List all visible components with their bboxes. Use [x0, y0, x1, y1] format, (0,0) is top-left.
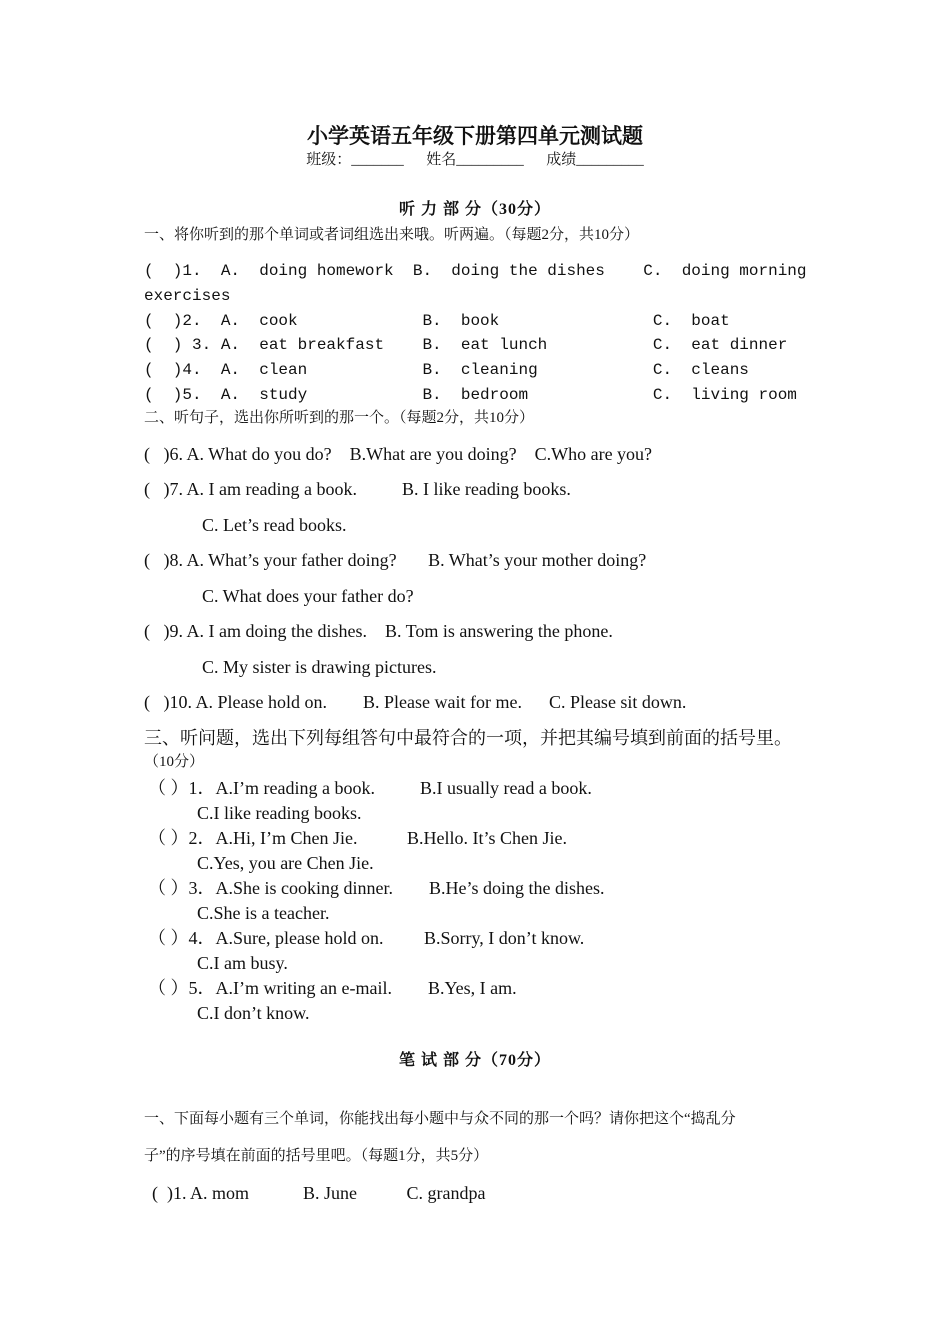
- question-line: ( )10. A. Please hold on. B. Please wait for me. C. Please sit down.: [144, 692, 687, 712]
- question-line: ( )1. A. mom B. June C. grandpa: [152, 1183, 486, 1203]
- question-line: （ ）5．A.I’m writing an e-mail. B.Yes, I am.: [148, 978, 517, 998]
- listening-part3-instruction: 三、听问题，选出下列每组答句中最符合的一项，并把其编号填到前面的括号里。: [144, 728, 792, 748]
- question-line: ( )7. A. I am reading a book. B. I like reading books.: [144, 479, 571, 499]
- question-line: C.I am busy.: [197, 953, 288, 973]
- question-line: C. What does your father do?: [202, 586, 414, 606]
- listening-part2-instruction: 二、听句子，选出你所听到的那一个。（每题2分，共10分）: [144, 410, 535, 426]
- question-line: C.I don’t know.: [197, 1003, 310, 1023]
- question-line: exercises: [144, 287, 231, 305]
- listening-section-header: 听 力 部 分（30分）: [398, 201, 551, 218]
- question-line: C.Yes, you are Chen Jie.: [197, 853, 374, 873]
- question-line: ( )2. A. cook B. book C. boat: [144, 312, 730, 330]
- listening-part3-score: （10分）: [144, 754, 205, 770]
- question-line: （ ）4．A.Sure, please hold on. B.Sorry, I don’t know.: [148, 928, 585, 948]
- question-line: （ ）1．A.I’m reading a book. B.I usually read a book.: [148, 778, 592, 798]
- listening-part1-instruction: 一、将你听到的那个单词或者词组选出来哦。听两遍。（每题2分，共10分）: [144, 227, 640, 243]
- question-line: ( )8. A. What’s your father doing? B. What’s your mother doing?: [144, 550, 647, 570]
- question-line: C.She is a teacher.: [197, 903, 330, 923]
- written-part1-instruction: 一、下面每小题有三个单词，你能找出每小题中与众不同的那一个吗？请你把这个“捣乱分: [144, 1111, 736, 1127]
- question-line: C.I like reading books.: [197, 803, 362, 823]
- question-line: ( )6. A. What do you do? B.What are you doing? C.Who are you?: [144, 444, 653, 464]
- student-info: 班级：_______ 姓名_________ 成绩_________: [306, 152, 644, 168]
- question-line: ( )5. A. study B. bedroom C. living room: [144, 386, 797, 404]
- question-line: C. Let’s read books.: [202, 515, 347, 535]
- written-part1-instruction: 子”的序号填在前面的括号里吧。（每题1分，共5分）: [144, 1148, 489, 1164]
- question-line: ( )1. A. doing homework B. doing the dishes C. doing morning: [144, 262, 807, 280]
- question-line: （ ）3．A.She is cooking dinner. B.He’s doing the dishes.: [148, 878, 605, 898]
- page-title: 小学英语五年级下册第四单元测试题: [307, 124, 643, 148]
- written-section-header: 笔 试 部 分（70分）: [398, 1052, 551, 1069]
- question-line: ( ) 3. A. eat breakfast B. eat lunch C. eat dinner: [144, 336, 788, 354]
- question-line: ( )4. A. clean B. cleaning C. cleans: [144, 361, 749, 379]
- question-line: C. My sister is drawing pictures.: [202, 657, 437, 677]
- question-line: ( )9. A. I am doing the dishes. B. Tom is answering the phone.: [144, 621, 613, 641]
- question-line: （ ）2．A.Hi, I’m Chen Jie. B.Hello. It’s Chen Jie.: [148, 828, 567, 848]
